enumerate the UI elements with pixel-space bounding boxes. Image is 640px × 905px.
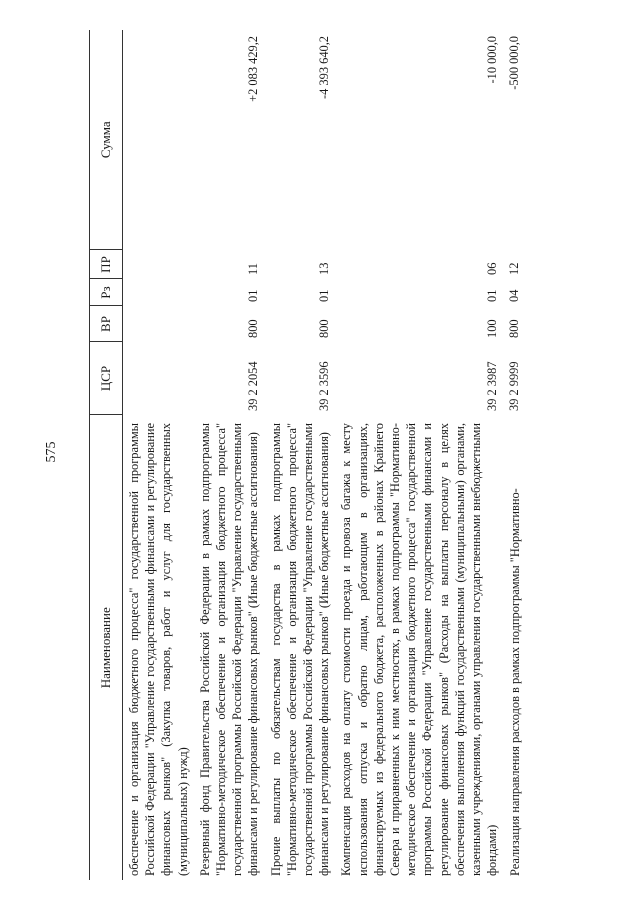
row-sum: -4 393 640,2: [317, 36, 332, 99]
row-rz: 01: [317, 289, 332, 302]
row-rz: [123, 279, 194, 306]
budget-table-container: [89, 30, 574, 880]
row-name: обеспечение и организация бюджетного процесса" государственной программы Российской Федерации "Управление государственными финансами и регулирование финансовых рынков" (Закупка товаров, работ и услуг для государственных (муниципальных) нужд): [127, 423, 190, 876]
table-row: [335, 30, 503, 880]
row-rz: 01: [485, 289, 500, 302]
header-name: Наименование: [90, 415, 123, 880]
page-number: 575: [44, 441, 59, 463]
row-csr: 39 2 3987: [485, 361, 500, 411]
header-csr: ЦСР: [90, 342, 123, 415]
row-vr: 800: [507, 319, 522, 338]
row-pr: 11: [246, 263, 261, 275]
row-name: Прочие выплаты по обязательствам государства в рамках подпрограммы "Нормативно-методическое обеспечение и организация бюджетного процесса" государственной программы Российской Федерации "Управление государственными финансами и регулирование финансовых рынков" (Иные бюджетные ассигнования): [268, 423, 332, 876]
budget-table: [89, 30, 526, 880]
row-vr: 800: [246, 319, 261, 338]
row-csr: [123, 342, 194, 415]
row-sum: +2 083 429,2: [246, 36, 261, 102]
row-pr: 12: [507, 262, 522, 275]
table-row: [503, 30, 525, 880]
row-pr: 06: [485, 262, 500, 275]
row-vr: 100: [485, 319, 500, 338]
header-rz: Рз: [90, 279, 123, 306]
row-sum: -10 000,0: [485, 36, 500, 84]
row-vr: [123, 306, 194, 342]
table-row: [265, 30, 336, 880]
row-csr: 39 2 9999: [507, 361, 522, 411]
row-pr: [123, 250, 194, 279]
row-pr: 13: [317, 262, 332, 275]
header-sum: Сумма: [90, 30, 123, 250]
header-vr: ВР: [90, 306, 123, 342]
table-row: [123, 30, 194, 880]
table-row: [194, 30, 265, 880]
row-rz: 01: [246, 289, 261, 302]
row-sum: -500 000,0: [507, 36, 522, 90]
row-csr: 39 2 2054: [246, 361, 261, 411]
row-csr: 39 2 3596: [317, 361, 332, 411]
row-sum: [123, 30, 194, 250]
row-name: Реализация направления расходов в рамках подпрограммы "Нормативно-: [508, 488, 523, 876]
row-name: Компенсация расходов на оплату стоимости проезда и провоза багажа к месту использования отпуска и обратно лицам, работающим в организациях, финансируемых из федерального бюджета, расположенных в районах Крайнего Севера и приравненных к ним местностях, в рамках подпрограммы "Нормативно-методическое обеспечение и организация бюджетного процесса" государственной программы Российской Федерации "Управление государственными финансами и регулирование финансовых рынков" (Расходы на выплаты персоналу в целях обеспечения выполнения функций государственными (муниципальными) органами, казенными учреждениями, органами управления государственными внебюджетными фондами): [339, 423, 500, 876]
row-vr: 800: [317, 319, 332, 338]
row-rz: 04: [507, 289, 522, 302]
header-pr: ПР: [90, 250, 123, 279]
row-name: Резервный фонд Правительства Российской Федерации в рамках подпрограммы "Нормативно-методическое обеспечение и организация бюджетного процесса" государственной программы Российской Федерации "Управление государственными финансами и регулирование финансовых рынков" (Иные бюджетные ассигнования): [197, 423, 261, 876]
table-header-row: [90, 30, 123, 880]
